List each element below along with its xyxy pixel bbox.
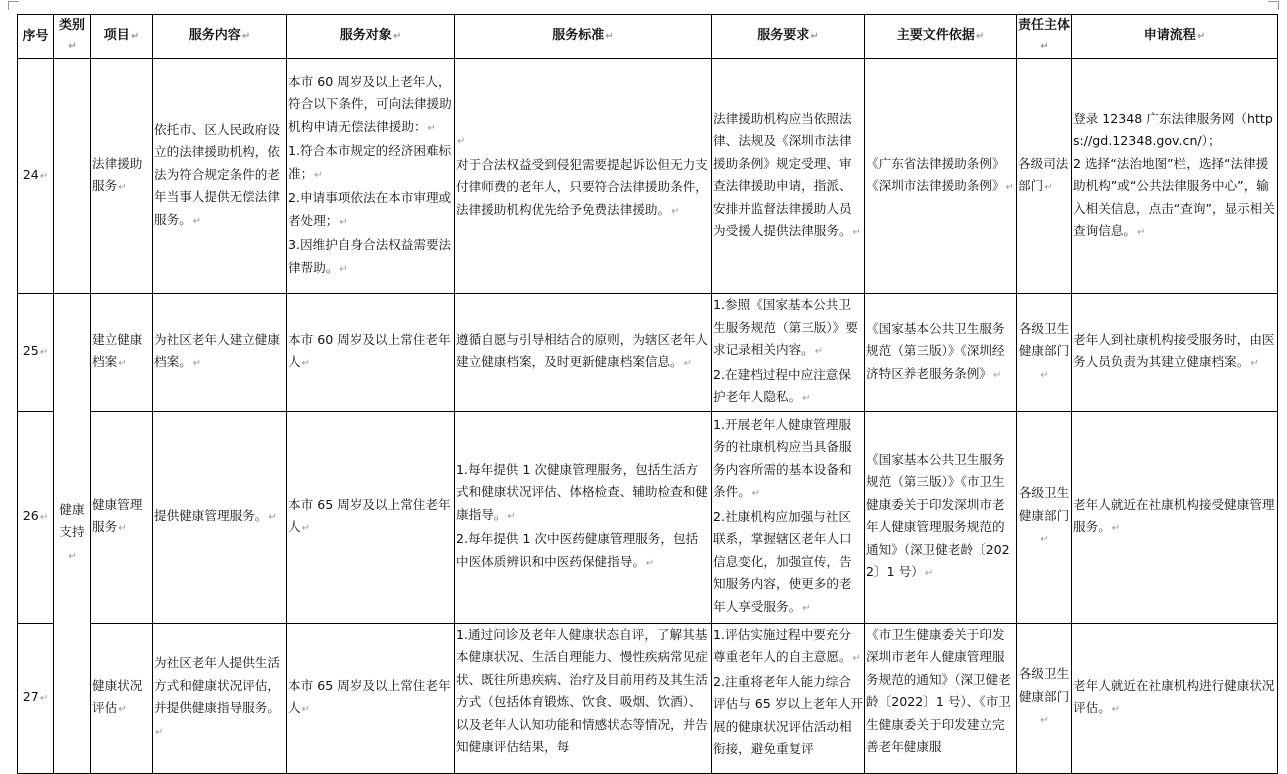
row-content: 为社区老年人提供生活方式和健康状况评估，并提供健康指导服务。↵: [153, 623, 287, 773]
target-line: 3.因维护自身合法权益需要法律帮助。↵: [288, 237, 452, 275]
row-owner: 各级卫生健康部门↵: [1017, 294, 1072, 412]
basis-line: 《广东省法律援助条例》《深圳市法律援助条例》↵: [866, 155, 1014, 193]
row-content: 提供健康管理服务。↵: [153, 411, 287, 623]
header-target: 服务对象↵: [287, 15, 455, 59]
header-owner: 责任主体↵: [1017, 15, 1072, 59]
requirement-line: 2.在建档过程中应注意保护老年人隐私。↵: [713, 366, 851, 404]
table-row: [18, 59, 1278, 294]
table-row: [18, 623, 1278, 773]
row-no: 27↵: [18, 623, 54, 773]
row-item: 法律援助服务↵: [91, 59, 153, 294]
header-no: 序号: [18, 15, 54, 59]
service-table: [17, 14, 1278, 774]
row-basis: [865, 59, 1017, 294]
header-category: 类别↵: [54, 15, 91, 59]
header-process: 申请流程↵: [1072, 15, 1278, 59]
target-line: 1.符合本市规定的经济困难标准；↵: [288, 143, 452, 181]
requirement-line: 1.开展老年人健康管理服务的社康机构应当具备服务内容所需的基本设备和条件。↵: [713, 416, 852, 500]
row-no: 25↵: [18, 294, 54, 412]
row-standard: [455, 411, 712, 623]
row-standard: [455, 59, 712, 294]
header-content: 服务内容↵: [153, 15, 287, 59]
row-process: 老年人到社康机构接受服务时，由医务人员负责为其建立健康档案。↵: [1072, 294, 1278, 412]
row-category: 健康支持↵: [54, 294, 91, 774]
row-item: 建立健康档案↵: [91, 294, 153, 412]
requirement-line: 2.社康机构应加强与社区联系，掌握辖区老年人口信息变化，加强宣传，告知服务内容，使更多的老年人享受服务。↵: [713, 508, 852, 614]
row-content: 为社区老年人建立健康档案。↵: [153, 294, 287, 412]
row-item: 健康状况评估↵: [91, 623, 153, 773]
row-owner: 各级卫生健康部门↵: [1017, 623, 1072, 773]
row-basis: 《市卫生健康委关于印发深圳市老年人健康管理服务规范的通知》（深卫健老龄〔2022〕1 号）、《市卫生健康委关于印发建立完善老年健康服: [865, 623, 1017, 773]
requirement-line: 法律援助机构应当依照法律、法规及《深圳市法律援助条例》规定受理、审查法律援助申请，指派、安排并监督法律援助人员为受援人提供法律服务。↵: [713, 110, 861, 238]
row-owner: 各级司法部门↵: [1017, 59, 1072, 294]
row-requirement: [712, 59, 865, 294]
table-row: [18, 294, 1278, 412]
row-target: 本市 65 周岁及以上常住老年人↵: [287, 411, 455, 623]
standard-line: 对于合法权益受到侵犯需要提起诉讼但无力支付律师费的老年人，只要符合法律援助条件，法律援助机构优先给予免费法律援助。↵: [456, 156, 708, 217]
page-corner-mark-left: [8, 1, 19, 10]
requirement-line: 1.评估实施过程中要充分尊重老年人的自主意愿。↵: [713, 626, 861, 664]
row-requirement: [712, 294, 865, 412]
row-target: 本市 60 周岁及以上常住老年人↵: [287, 294, 455, 412]
page-top-margin: [0, 0, 1287, 8]
header-standard: 服务标准↵: [455, 15, 712, 59]
row-standard: 遵循自愿与引导相结合的原则，为辖区老年人建立健康档案，及时更新健康档案信息。↵: [455, 294, 712, 412]
row-basis: 《国家基本公共卫生服务规范（第三版）》《深圳经济特区养老服务条例》↵: [865, 294, 1017, 412]
row-process: 老年人就近在社康机构接受健康管理服务。↵: [1072, 411, 1278, 623]
row-requirement: [712, 623, 865, 773]
table-header-row: [18, 15, 1278, 59]
header-item: 项目↵: [91, 15, 153, 59]
process-line: 2 选择“法治地图”栏，选择“法律援助机构”或“公共法律服务中心”，输入相关信息，点击“查询”，显示相关查询信息。↵: [1073, 155, 1275, 238]
header-basis: 主要文件依据↵: [865, 15, 1017, 59]
header-requirement: 服务要求↵: [712, 15, 865, 59]
row-process: [1072, 59, 1278, 294]
row-owner: 各级卫生健康部门↵: [1017, 411, 1072, 623]
row-target: 本市 65 周岁及以上常住老年人↵: [287, 623, 455, 773]
process-line: 登录 12348 广东法律服务网（https://gd.12348.gov.cn/）；: [1073, 110, 1273, 148]
row-no: 24↵: [18, 59, 54, 294]
row-requirement: [712, 411, 865, 623]
row-content: 依托市、区人民政府设立的法律援助机构，依法为符合规定条件的老年当事人提供无偿法律服务。↵: [153, 59, 287, 294]
requirement-line: 2.注重将老年人能力综合评估与 65 岁以上老年人开展的健康状况评估活动相衔接，避免重复评: [713, 673, 863, 756]
target-line: 2.申请事项依法在本市审理或者处理；↵: [288, 190, 452, 228]
table-row: [18, 411, 1278, 623]
requirement-line: 1.参照《国家基本公共卫生服务规范（第三版）》要求记录相关内容。↵: [713, 297, 858, 357]
page-corner-mark-right: [1268, 1, 1279, 10]
row-category: [54, 59, 91, 294]
row-target: [287, 59, 455, 294]
row-basis: 《国家基本公共卫生服务规范（第三版）》《市卫生健康委关于印发深圳市老年人健康管理服务规范的通知》（深卫健老龄〔2022〕1 号）↵: [865, 411, 1017, 623]
standard-line: 1.每年提供 1 次健康管理服务，包括生活方式和健康状况评估、体格检查、辅助检查和健康指导。↵: [456, 461, 708, 522]
row-standard: 1.通过问诊及老年人健康状态自评，了解其基本健康状况、生活自理能力、慢性疾病常见症状、既往所患疾病、治疗及目前用药及其生活方式（包括体育锻炼、饮食、吸烟、饮酒）、以及老年人认知功能和情感状态等情况，并告知健康评估结果，每: [455, 623, 712, 773]
row-item: 健康管理服务↵: [91, 411, 153, 623]
row-no: 26↵: [18, 411, 54, 623]
row-process: 老年人就近在社康机构进行健康状况评估。↵: [1072, 623, 1278, 773]
target-line: 本市 60 周岁及以上老年人，符合以下条件，可向法律援助机构申请无偿法律援助：↵: [288, 73, 452, 134]
standard-line: ↵: [457, 136, 466, 147]
standard-line: 2.每年提供 1 次中医药健康管理服务，包括中医体质辨识和中医药保健指导。↵: [456, 531, 699, 569]
